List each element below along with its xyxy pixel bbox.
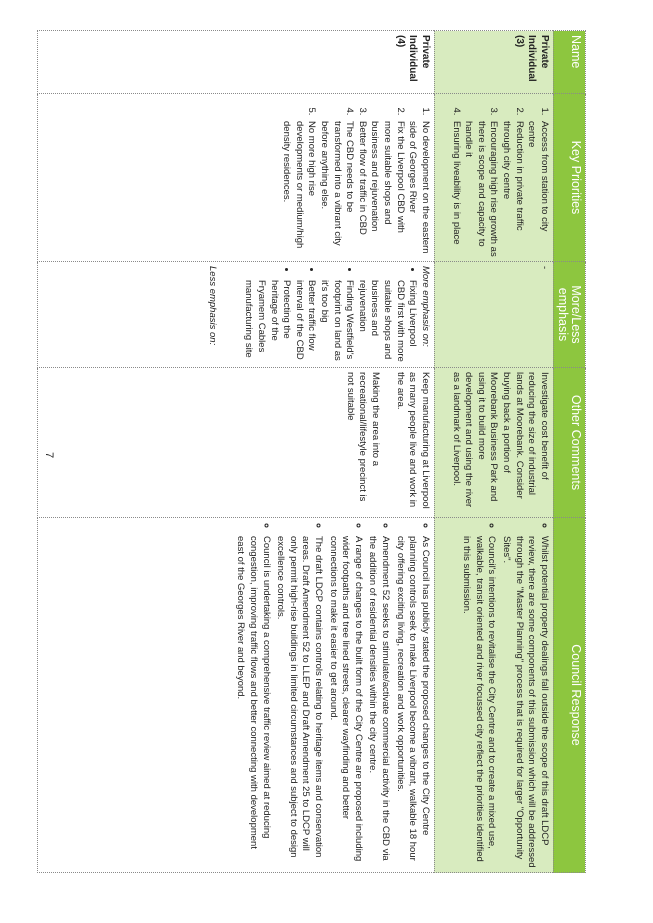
response-item: ◦ Council's intentions to revitalise the City Centre and to create a mixed use, walkable, transit oriented and river focussed city reflect the priorities identified in this submission. (460, 536, 498, 868)
response-item: ◦ Amendment 52 seeks to stimulate/activate commercial activity in the CBD via the addition of residential densities within the city centre. (366, 536, 391, 868)
other-comments-cell (434, 368, 553, 518)
priority-item: 4. Ensuring liveability is in place (449, 118, 462, 257)
header-other-comments: Other Comments (553, 368, 585, 518)
other-comments-text: Keep manufacturing at Liverpool as many people live and work in the area. (394, 372, 431, 509)
page-number: 7 (43, 452, 55, 459)
emphasis-cell (37, 262, 434, 368)
submitter-name-text: Private Individual (4) (394, 35, 431, 82)
priority-item: 5. No more high rise developments or medium/high density residences. (280, 118, 318, 257)
response-item: ◦ As Council has publicly stated the proposed changes to the City Centre planning controls seek to make Liverpool become a vibrant, walkable 18 hour city offering exciting living, recreation and work opportunities. (393, 536, 431, 868)
emphasis-cell (434, 262, 553, 368)
submissions-table (37, 30, 586, 873)
priority-item: 1. Access from station to city centre (525, 118, 550, 257)
header-emphasis: More/Less emphasis (553, 262, 585, 368)
less-emphasis-label: Less emphasis on: (206, 266, 218, 346)
emphasis-item: • Finding Westfield's footprint on land as it's too big (317, 280, 355, 363)
more-emphasis-list (242, 266, 418, 363)
key-priorities-list (449, 98, 550, 257)
header-name: Name (553, 31, 585, 94)
council-response-list (460, 522, 550, 868)
response-item: ◦ Whilst potential property dealings fall outside the scope of this draft LDCP review, there are some components of this submission which will be addressed through the "Master Planning" process that is required for larger "Opportunity Sites". (499, 536, 549, 868)
emphasis-item: • Protecting the heritage of the Fryamem Cables manufacturing site (242, 280, 292, 363)
more-emphasis-label: More emphasis on: (419, 266, 431, 347)
header-row (553, 31, 585, 873)
council-response-cell (37, 518, 434, 873)
spacer (381, 372, 393, 513)
header-council-response: Council Response (553, 518, 585, 873)
key-priorities-cell (37, 94, 434, 262)
other-comments-text: Investigate cost benefit of reducing the size of industrial lands at Moorebank. Consider buying back a portion of Moorebank Business Park and using it to build more development and using the river as a landmark of Liverpool. (450, 372, 550, 508)
priority-item: 3. Better flow of traffic in CBD (355, 118, 368, 257)
spacer (218, 266, 242, 363)
priority-item: 2. Reduction in private traffic through city centre (499, 118, 524, 257)
response-item: ◦ A range of changes to the built form of the City Centre are proposed including wider footpaths and tree lined streets, clearer wayfinding and better connections to make it easier to get around. (326, 536, 364, 868)
submitter-name (434, 31, 553, 94)
priority-item: 3. Encouraging high rise growth as there is scope and capacity to handle it (462, 118, 500, 257)
other-comments-text: Making the area into a recreational/lifestyle precinct is not suitable (344, 372, 382, 502)
response-item: ◦ The draft LDCP contains controls relating to heritage items and conservation areas. Draft Amendment 52 to LLEP and Draft Amendment 25 to LDCP will only permit high-rise buildings in limited circumstances and subject to design excellence controls. (274, 536, 324, 868)
emphasis-item: • Better traffic flow interval of the CBD (292, 280, 317, 363)
emphasis-bullet: - (538, 266, 550, 270)
council-response-list (234, 522, 431, 868)
council-response-cell (434, 518, 553, 873)
submitter-name (37, 31, 434, 94)
priority-item: 2. Fix the Liverpool CBD with more suitable shops and business and rejuvenation (368, 118, 406, 257)
other-comments-cell (37, 368, 434, 518)
emphasis-item: • Fixing Liverpool CBD first with more suitable shops and business and rejuvenation (355, 280, 418, 363)
key-priorities-list (280, 98, 431, 257)
table-row (434, 31, 553, 873)
priority-item: 1. No development on the eastern side of Georges River (406, 118, 431, 257)
priority-item: 4. The CBD needs to be transformed into a vibrant city before anything else. (317, 118, 355, 257)
header-key-priorities: Key Priorities (553, 94, 585, 262)
response-item: ◦ Council is undertaking a comprehensive traffic review aimed at reducing congestion, improving traffic flows and better connecting with development east of the Georges River and beyond. (234, 536, 272, 868)
submitter-name-text: Private Individual (3) (513, 35, 550, 82)
table-row (37, 31, 434, 873)
key-priorities-cell (434, 94, 553, 262)
